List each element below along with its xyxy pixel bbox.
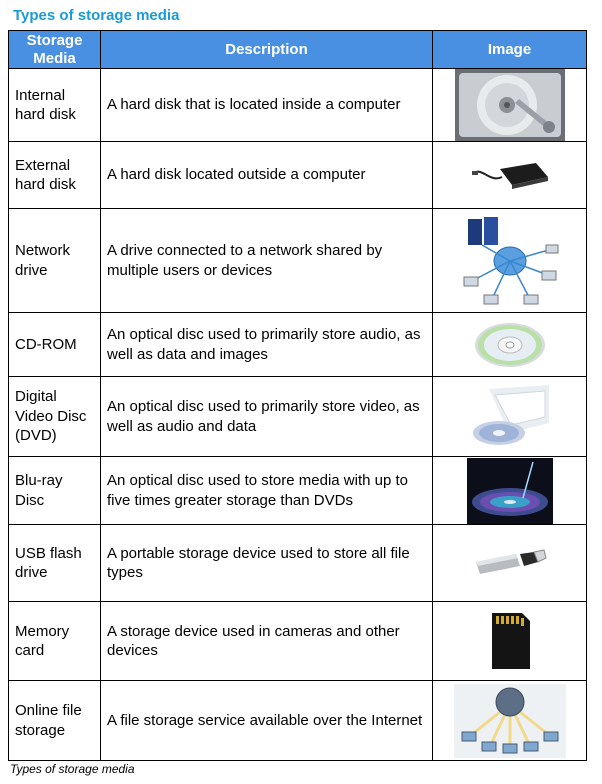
media-image-cell [433,602,587,681]
online-file-storage-icon [454,684,566,758]
external-hard-disk-icon [470,155,550,195]
table-row [9,602,587,681]
table-header-row [9,31,587,69]
table-row [9,209,587,313]
media-description: A hard disk that is located inside a computer [101,69,433,142]
media-name: External hard disk [9,142,101,209]
media-name: Digital Video Disc (DVD) [9,377,101,457]
media-name: Network drive [9,209,101,313]
media-description: A portable storage device used to store all file types [101,525,433,602]
memory-card-icon [488,611,532,671]
media-image-cell [433,313,587,377]
header-image: Image [433,31,587,69]
header-description: Description [101,31,433,69]
dvd-icon [469,383,551,451]
media-description: A drive connected to a network shared by multiple users or devices [101,209,433,313]
header-storage-media [9,31,101,69]
cd-rom-icon [472,320,548,370]
blu-ray-disc-icon [467,458,553,524]
media-description: An optical disc used to primarily store video, as well as audio and data [101,377,433,457]
media-image-cell [433,209,587,313]
internal-hard-disk-icon [455,69,565,141]
media-image-cell [433,142,587,209]
page-title: Types of storage media [13,7,180,24]
media-name: CD-ROM [9,313,101,377]
media-name: Online file storage [9,681,101,761]
media-image-cell [433,681,587,761]
media-description: A storage device used in cameras and other devices [101,602,433,681]
media-name: Memory card [9,602,101,681]
table-row [9,142,587,209]
media-image-cell [433,377,587,457]
media-description: An optical disc used to primarily store audio, as well as data and images [101,313,433,377]
media-image-cell [433,69,587,142]
network-drive-icon [458,215,562,307]
media-name: USB flash drive [9,525,101,602]
storage-media-table [8,30,587,761]
table-row [9,457,587,525]
media-image-cell [433,525,587,602]
media-name: Blu-ray Disc [9,457,101,525]
table-row [9,313,587,377]
table-row [9,69,587,142]
header-storage-media-label: Storage Media [26,31,83,67]
table-row [9,525,587,602]
media-image-cell [433,457,587,525]
table-row [9,681,587,761]
table-row [9,377,587,457]
usb-flash-drive-icon [472,546,548,580]
media-description: An optical disc used to store media with up to five times greater storage than DVDs [101,457,433,525]
media-description: A file storage service available over the Internet [101,681,433,761]
media-description: A hard disk located outside a computer [101,142,433,209]
media-name: Internal hard disk [9,69,101,142]
table-caption: Types of storage media [10,762,135,776]
